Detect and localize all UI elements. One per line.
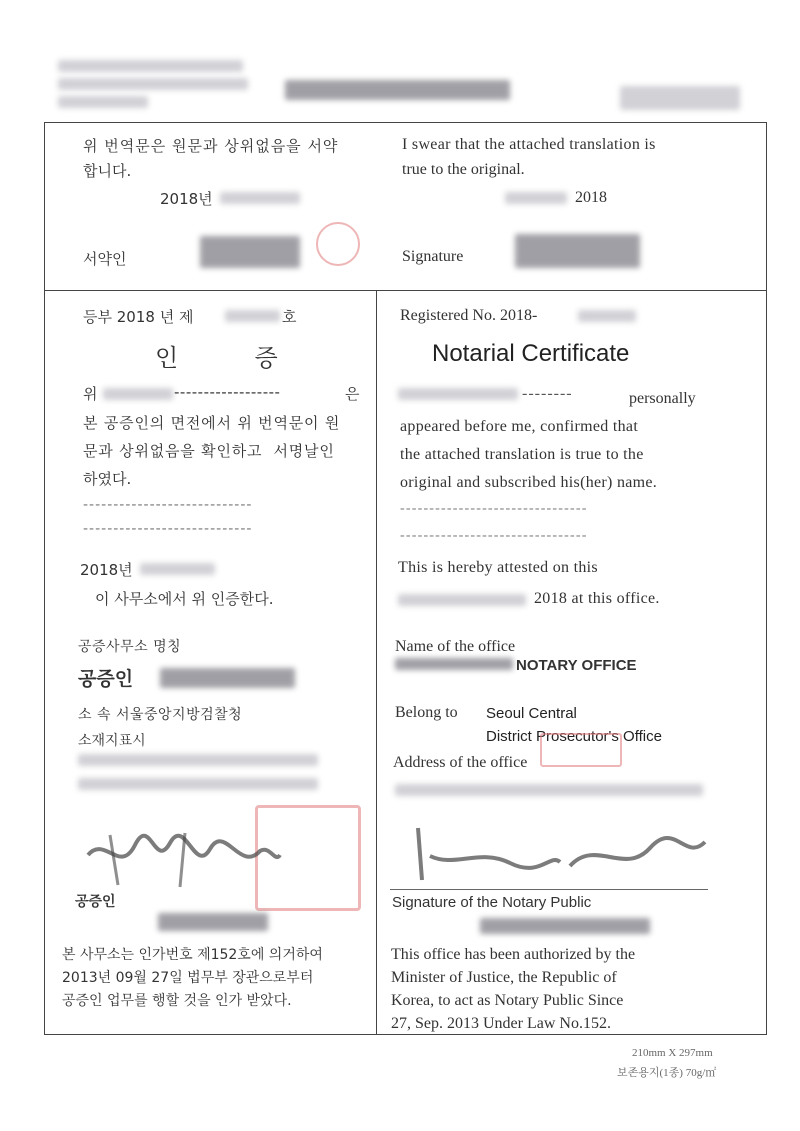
en-title: Notarial Certificate: [432, 340, 630, 367]
ko-registry-number-blur: [225, 310, 280, 322]
ko-notary-signature: [80, 815, 290, 895]
en-auth-line2: Minister of Justice, the Republic of: [391, 969, 617, 986]
ko-cert-date-blur: [140, 563, 215, 575]
en-belong-line2: District Prosecutor's Office: [486, 728, 662, 745]
ko-oath-line2: 합니다.: [83, 162, 132, 180]
en-notary-name-blur: [480, 918, 650, 934]
header-office-name-blur: [285, 80, 510, 100]
en-auth-line1: This office has been authorized by the: [391, 946, 636, 963]
en-auth-line4: 27, Sep. 2013 Under Law No.152.: [391, 1015, 611, 1032]
en-cert-attest1: This is hereby attested on this: [398, 559, 598, 576]
ko-cert-dash-line-1: ----------------------------: [83, 497, 253, 513]
ko-notary-sig-label: 공증인: [75, 894, 116, 910]
paper-type: 보존용지(1종) 70g/㎡: [617, 1067, 717, 1079]
ko-signer-name-blur: [200, 236, 300, 268]
en-cert-line2: appeared before me, confirmed that: [400, 418, 639, 435]
ko-cert-line4: 하였다.: [83, 470, 132, 488]
ko-oath-date: 2018년: [160, 190, 213, 208]
en-cert-line1-end: personally: [629, 390, 696, 407]
ko-oath-date-blur: [220, 192, 300, 204]
ko-registry-label: 등부 2018 년 제: [83, 308, 194, 326]
ko-belong: 소 속 서울중앙지방검찰청: [78, 707, 243, 723]
ko-cert-dash-line-2: ----------------------------: [83, 521, 253, 537]
ko-cert-line2: 본 공증인의 면전에서 위 번역문이 원: [83, 414, 341, 432]
top-section-divider: [44, 290, 767, 291]
en-auth-line3: Korea, to act as Notary Public Since: [391, 992, 624, 1009]
ko-notary-name-blur: [158, 913, 268, 931]
en-signature-line: [390, 889, 708, 890]
en-signature-label: Signature: [402, 248, 464, 265]
en-notary-signature: [410, 818, 710, 888]
en-oath-line2: true to the original.: [402, 161, 525, 178]
ko-signer-label: 서약인: [83, 250, 127, 268]
en-registry-number-blur: [578, 310, 636, 322]
ko-cert-line1-end: 은: [345, 385, 360, 403]
signer-seal: [316, 222, 360, 266]
en-cert-line1-dashes: --------: [522, 385, 573, 402]
header-address-blur-2: [58, 78, 248, 90]
ko-office-name-label: 공증사무소 명칭: [78, 639, 182, 655]
ko-title: 인 증: [155, 344, 278, 372]
ko-notary-label: 공증인: [78, 668, 134, 690]
center-divider: [376, 290, 377, 1035]
en-cert-line4: original and subscribed his(her) name.: [400, 474, 658, 491]
en-office-name: NOTARY OFFICE: [516, 657, 637, 674]
en-address-blur: [395, 784, 703, 796]
ko-cert-line1-dashes: ------------------: [174, 383, 281, 401]
ko-address-label: 소재지표시: [78, 733, 146, 749]
en-oath-line1: I swear that the attached translation is: [402, 136, 656, 153]
en-office-name-blur: [395, 658, 513, 670]
en-cert-dash-line-2: --------------------------------: [400, 528, 588, 543]
ko-registry-suffix: 호: [282, 308, 297, 326]
ko-address-blur-2: [78, 778, 318, 790]
en-office-name-label: Name of the office: [395, 638, 516, 655]
paper-size: 210mm X 297mm: [632, 1047, 713, 1059]
en-cert-name-blur: [398, 388, 518, 400]
en-belong-label: Belong to: [395, 704, 458, 721]
en-cert-dash-line-1: --------------------------------: [400, 501, 588, 516]
en-belong-line1: Seoul Central: [486, 705, 577, 722]
en-signature-blur: [515, 234, 640, 268]
en-cert-line3: the attached translation is true to the: [400, 446, 644, 463]
en-registry-label: Registered No. 2018-: [400, 307, 538, 324]
ko-cert-line3: 문과 상위없음을 확인하고 서명날인: [83, 442, 335, 460]
ko-cert-line1-start: 위: [83, 385, 98, 403]
en-cert-date-blur: [398, 594, 526, 606]
header-address-blur-1: [58, 60, 243, 72]
ko-oath-line1: 위 번역문은 원문과 상위없음을 서약: [83, 137, 339, 155]
ko-auth-line1: 본 사무소는 인가번호 제152호에 의거하여: [62, 947, 323, 963]
en-sig-label: Signature of the Notary Public: [392, 894, 592, 911]
en-cert-attest2: 2018 at this office.: [534, 590, 660, 607]
en-oath-date-blur: [505, 192, 567, 204]
ko-cert-name-blur: [103, 388, 173, 400]
ko-address-blur-1: [78, 754, 318, 766]
en-address-label: Address of the office: [393, 754, 528, 771]
ko-notary-office-blur: [160, 668, 295, 688]
header-address-blur-3: [58, 96, 148, 108]
en-office-stamp: [540, 733, 622, 767]
en-oath-date: 2018: [575, 189, 607, 206]
ko-auth-line2: 2013년 09월 27일 법무부 장관으로부터: [62, 970, 314, 986]
ko-cert-attest: 이 사무소에서 위 인증한다.: [95, 590, 274, 608]
ko-auth-line3: 공증인 업무를 행할 것을 인가 받았다.: [62, 993, 292, 1009]
header-phone-blur: [620, 86, 740, 110]
ko-cert-date: 2018년: [80, 561, 133, 579]
